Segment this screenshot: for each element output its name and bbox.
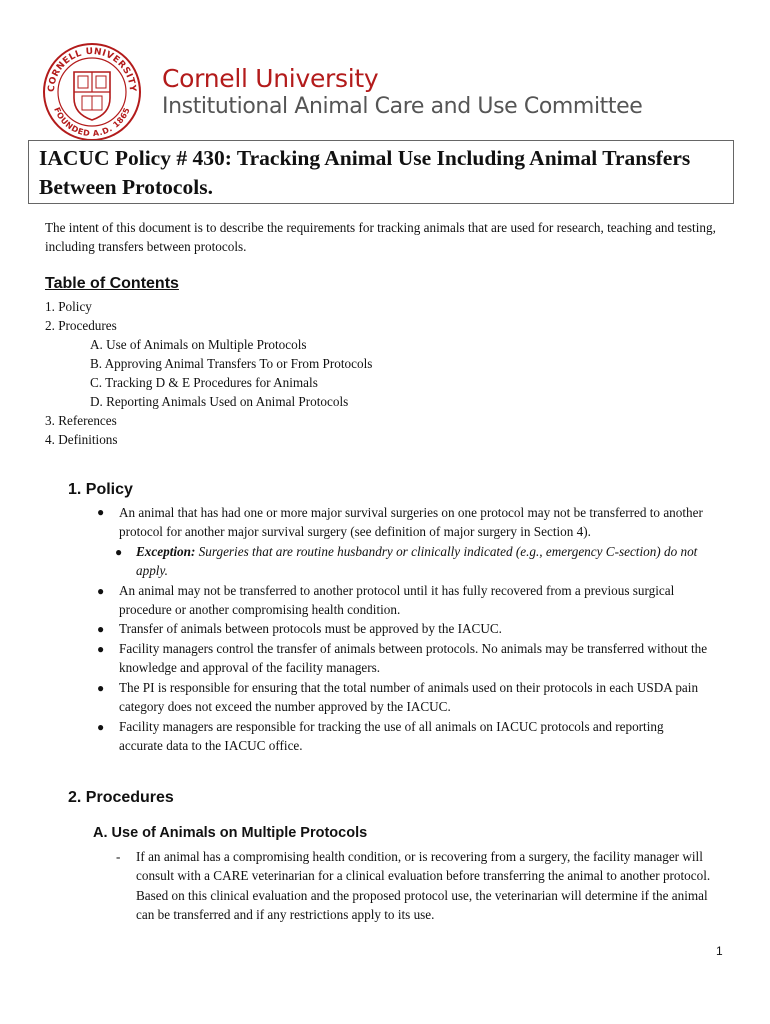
- toc-item: 1. Policy: [45, 299, 92, 314]
- bullet-icon: ●: [97, 622, 105, 636]
- toc-item: D. Reporting Animals Used on Animal Protocols: [90, 394, 349, 409]
- dash-marker: -: [116, 849, 121, 864]
- bullet-icon: ●: [97, 584, 105, 598]
- bullet-icon: ●: [97, 720, 105, 734]
- toc-item: 3. References: [45, 413, 117, 428]
- bullet-icon: ●: [97, 681, 105, 695]
- svg-text:CORNELL UNIVERSITY: CORNELL UNIVERSITY: [46, 46, 138, 93]
- bullet-icon: ●: [97, 642, 105, 656]
- toc-item: C. Tracking D & E Procedures for Animals: [90, 375, 318, 390]
- procedures-heading: 2. Procedures: [68, 789, 174, 806]
- bullet-icon: ●: [97, 505, 105, 519]
- toc-item: 4. Definitions: [45, 432, 118, 447]
- exception-text: Surgeries that are routine husbandry or clinically indicated (e.g., emergency C-section) do not apply.: [136, 544, 698, 579]
- policy-item: An animal that has had one or more major survival surgeries on one protocol may not be transferred to another protocol for another major survival surgery (see definition of major surgery in Section 4).: [119, 505, 703, 540]
- toc-heading: Table of Contents: [45, 275, 179, 292]
- bullet-icon: ●: [115, 545, 123, 559]
- subsection-a-text: If an animal has a compromising health condition, or is recovering from a surgery, the facility manager will consult with a CARE veterinarian for a clinical evaluation before transferring the animal to another protocol. Based on this clinical evaluation and the proposed protocol use, the veterinarian will determine if the animal can be transferred and if any restrictions apply to its use.: [136, 849, 711, 922]
- title-box: [28, 140, 734, 204]
- toc-item: B. Approving Animal Transfers To or From Protocols: [90, 356, 373, 371]
- subsection-a-heading: A. Use of Animals on Multiple Protocols: [93, 825, 368, 841]
- policy-item: Facility managers control the transfer of animals between protocols. No animals may be transferred without the knowledge and approval of the facility managers.: [119, 641, 708, 676]
- policy-item: The PI is responsible for ensuring that the total number of animals used on their protocols in each USDA pain category does not exceed the number approved by the IACUC.: [119, 680, 699, 715]
- exception-label: Exception:: [136, 544, 196, 559]
- cornell-seal-logo: [42, 42, 142, 142]
- page-title: IACUC Policy # 430: Tracking Animal Use Including Animal Transfers Between Protocols.: [39, 146, 691, 199]
- policy-item: An animal may not be transferred to another protocol until it has fully recovered from a previous surgical procedure or another compromising health condition.: [119, 583, 675, 618]
- org-name: Cornell University: [162, 64, 379, 93]
- svg-text:FOUNDED A.D. 1865: FOUNDED A.D. 1865: [52, 105, 132, 139]
- policy-item: Facility managers are responsible for tracking the use of all animals on IACUC protocols and reporting accurate data to the IACUC office.: [119, 719, 664, 754]
- committee-name: Institutional Animal Care and Use Committee: [162, 94, 643, 119]
- policy-item: Transfer of animals between protocols must be approved by the IACUC.: [119, 621, 502, 636]
- policy-exception: [136, 542, 726, 581]
- toc-item: A. Use of Animals on Multiple Protocols: [90, 337, 307, 352]
- policy-heading: 1. Policy: [68, 481, 133, 498]
- page-number: 1: [716, 944, 723, 958]
- toc-item: 2. Procedures: [45, 318, 117, 333]
- intro-paragraph: The intent of this document is to describe the requirements for tracking animals that are used for research, teaching and testing, including transfers between protocols.: [45, 220, 716, 254]
